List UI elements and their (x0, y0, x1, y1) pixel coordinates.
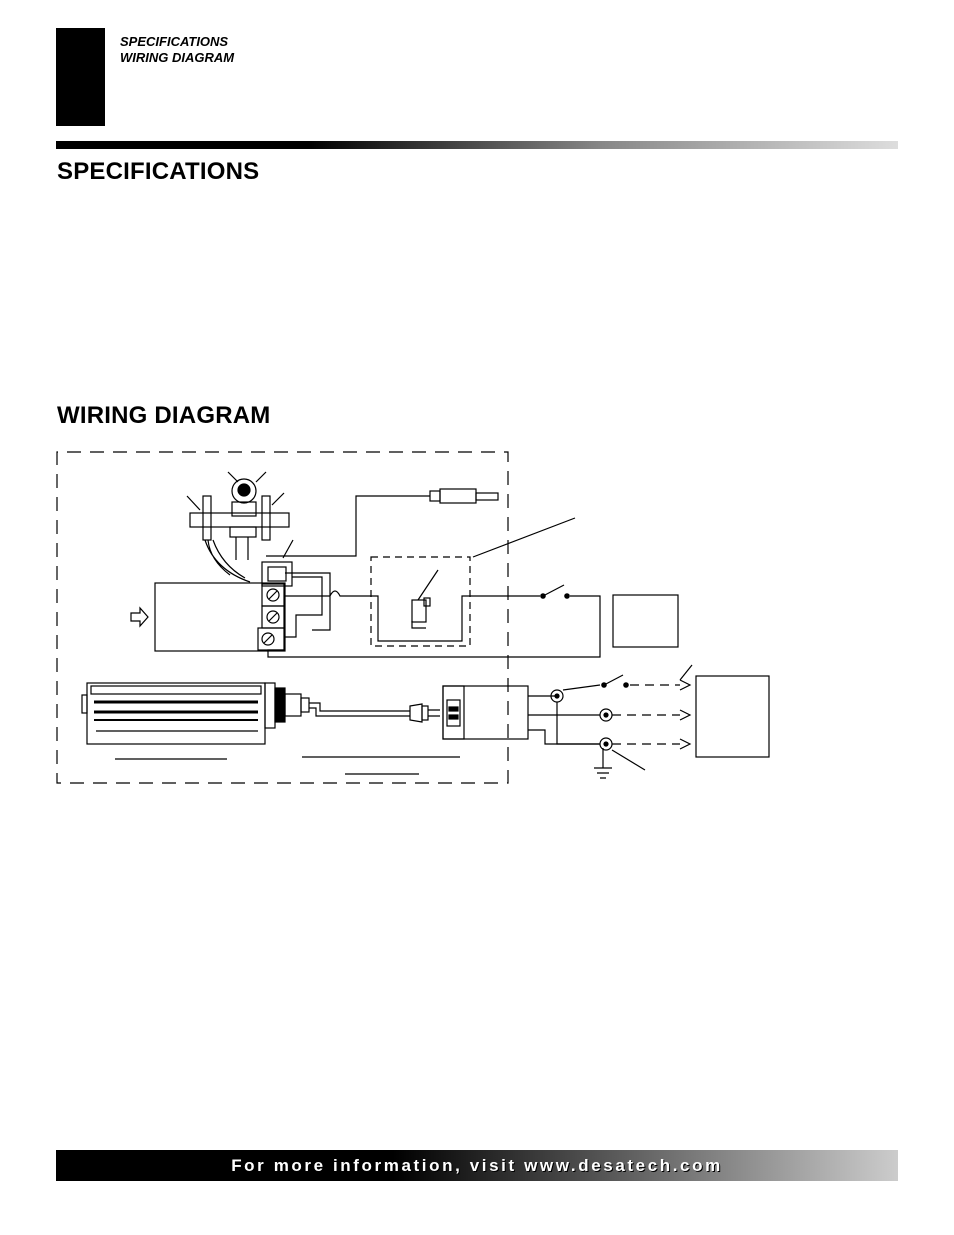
gas-valve (131, 562, 292, 651)
blower (82, 683, 309, 744)
supply-pointer (680, 665, 692, 680)
receiver-pointer (473, 518, 575, 557)
supply-dashed-leads (612, 685, 680, 744)
remote-receiver-box (371, 557, 470, 646)
terminals (551, 690, 612, 750)
power-supply-box (696, 676, 769, 757)
power-plug (410, 704, 440, 722)
ground-wire (557, 702, 612, 778)
ground-pointer (612, 750, 645, 770)
pilot-assembly (187, 472, 293, 582)
header-line-wiring-diagram: WIRING DIAGRAM (120, 50, 235, 65)
header-line-specifications: SPECIFICATIONS (120, 34, 229, 49)
specifications-title: SPECIFICATIONS (57, 158, 260, 185)
speed-control (443, 686, 528, 739)
valve-wiring (268, 573, 600, 657)
thermocouple-lead (266, 496, 430, 556)
speed-control-wiring (528, 696, 600, 744)
wiring-diagram-title: WIRING DIAGRAM (57, 402, 271, 429)
supply-connectors (680, 680, 690, 749)
footer-bar (56, 1150, 898, 1181)
remote-transmitter (613, 595, 678, 647)
receiver-switch (412, 570, 438, 628)
line-switch (563, 675, 628, 690)
blower-cord (309, 703, 410, 716)
igniter-probe (430, 489, 498, 503)
footer-link-text[interactable]: For more information, visit www.desatech.com (231, 1156, 723, 1175)
wall-switch (541, 585, 569, 598)
